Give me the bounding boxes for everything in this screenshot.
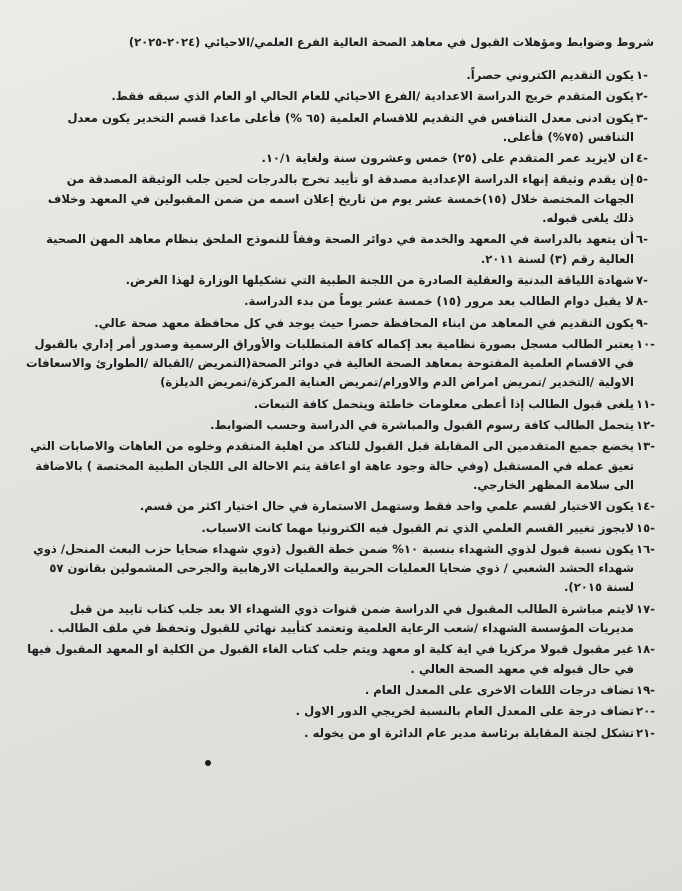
list-item — [22, 230, 660, 269]
item-text: لا يقبل دوام الطالب بعد مرور (١٥) خمسة عشر يوماً من بدء الدراسة. — [244, 294, 634, 309]
item-text: يكون نسبة قبول لذوي الشهداء بنسبة ١٠% ضمن خطة القبول (ذوي شهداء ضحايا حزب البعث المنحل/ ذوي شهداء الحشد الشعبي / ذوي ضحايا العمليات الحربية والعمليات الارهابية والجرحى المشمولين بقانون ٥٧ لسنة ٢٠١٥). — [33, 541, 634, 595]
list-item — [22, 395, 660, 414]
item-text: ان لايزيد عمر المتقدم على (٢٥) خمس وعشرون سنة ولغاية ١٠/١. — [261, 151, 634, 166]
list-item — [22, 335, 660, 393]
item-number: ١٧- — [636, 601, 655, 616]
list-item — [22, 600, 660, 639]
item-number: ٨- — [636, 294, 648, 309]
item-number: ١٠- — [636, 336, 655, 351]
item-text: تضاف درجات اللغات الاخرى على المعدل العام . — [364, 682, 634, 697]
item-text: تضاف درجة على المعدل العام بالنسبة لخريجي الدور الاول . — [295, 704, 634, 719]
item-text: غير مقبول قبولا مركزيا في اية كلية او معهد ويتم جلب كتاب الغاء القبول من الكلية او المعهد المقبول فيها في حال قبوله في معهد الصحة العالي . — [27, 642, 634, 676]
list-item — [22, 497, 660, 516]
list-item — [22, 271, 660, 290]
list-item — [22, 519, 660, 538]
list-item — [22, 540, 660, 598]
item-text: شهادة اللياقة البدنية والعقلية الصادرة من اللجنة الطبية التي تشكيلها الوزارة لهذا الغرض. — [125, 272, 634, 287]
item-number: ١١- — [636, 396, 655, 411]
list-item — [22, 416, 660, 435]
item-text: يكون الاختيار لقسم علمي واحد فقط وستهمل الاستمارة في حال اختيار اكثر من قسم. — [139, 499, 634, 514]
item-number: ١٩- — [636, 682, 655, 697]
item-text: يكون المتقدم خريج الدراسة الاعدادية /الفرع الاحيائي للعام الحالي او العام الذي سبقه فقط. — [111, 89, 634, 104]
item-text: يكون ادنى معدل التنافس في التقديم للاقسام العلمية (٦٥ %) فأعلى ماعدا قسم التخدير يكون معدل التنافس (٧٥%) فأعلى. — [67, 110, 634, 144]
item-text: يلغى قبول الطالب إذا أعطى معلومات خاطئة ويتحمل كافة التبعات. — [253, 396, 634, 411]
item-number: ٢- — [636, 89, 648, 104]
item-text: أن يتعهد بالدراسة في المعهد والخدمة في دوائر الصحة وفقاً للنموذج الملحق بنظام معاهد المهن الصحية العالية رقم (٣) لسنة ٢٠١١. — [46, 232, 634, 266]
ink-dot — [205, 760, 211, 766]
item-number: ٢٠- — [636, 704, 655, 719]
list-item — [22, 702, 660, 721]
item-text: يخضع جميع المتقدمين الى المقابلة قبل القبول للتاكد من اهلية المتقدم وخلوه من العاهات والاصابات التي تعيق عمله في المستقبل (وفي حالة وجود عاهة او اعاقة يتم الاحالة الى اللجان الطبية المختصة ) بالاضافة الى سلامة المظهر الخارجي. — [30, 439, 634, 492]
list-item — [22, 66, 660, 85]
item-number: ٢١- — [636, 725, 655, 740]
item-number: ١٨- — [636, 642, 655, 657]
item-number: ٩- — [636, 315, 648, 330]
item-number: ١٤- — [636, 499, 655, 514]
item-number: ٣- — [636, 110, 648, 125]
item-number: ١٦- — [636, 541, 655, 556]
item-number: ١٢- — [636, 418, 655, 433]
list-item — [22, 87, 660, 106]
item-text: تشكل لجنة المقابلة برئاسة مدير عام الدائرة او من يخوله . — [304, 725, 634, 740]
item-number: ٤- — [636, 151, 648, 166]
document-title: شروط وضوابط ومؤهلات القبول في معاهد الصحة العالية الفرع العلمي/الاحيائي (٢٠٢٤-٢٠٢٥) — [128, 35, 654, 49]
list-item — [22, 149, 660, 168]
list-item — [22, 724, 660, 743]
list-item — [22, 437, 660, 495]
list-item — [22, 681, 660, 700]
list-item — [22, 314, 660, 333]
document-body — [22, 34, 660, 745]
list-item — [22, 109, 660, 148]
item-number: ٧- — [636, 272, 648, 287]
item-number: ١- — [636, 68, 648, 82]
item-number: ٥- — [636, 172, 648, 187]
list-item — [22, 640, 660, 679]
item-number: ١٥- — [636, 520, 655, 535]
list-item — [22, 170, 660, 228]
item-number: ١٣- — [636, 439, 655, 454]
item-text: يكون التقديم الكتروني حصراً. — [466, 68, 634, 82]
item-text: يعتبر الطالب مسجل بصورة نظامية بعد إكماله كافة المتطلبات والأوراق الرسمية وصدور أمر إداري بالقبول في الاقسام العلمية المفتوحة بمعاهد الصحة العالية في دوائر الصحة(التمريض /القبالة /الطوارئ والاسعافات الاولية /التخدير /تمريض امراض الدم والاورام/تمريض العناية المركزة/تمريض الديلزة) — [26, 336, 634, 390]
item-text: لايجوز تغيير القسم العلمي الذي تم القبول فيه الكترونيا مهما كانت الاسباب. — [201, 520, 634, 535]
item-text: لايتم مباشرة الطالب المقبول في الدراسة ضمن قنوات ذوي الشهداء الا بعد جلب كتاب تاييد من قبل مديريات المؤسسة الشهداء /شعب الرعاية العلمية وتعتمد كتأييد نهائي للقبول وتحفظ في ملف الطالب . — [49, 601, 634, 636]
list-item — [22, 292, 660, 311]
item-text: يتحمل الطالب كافة رسوم القبول والمباشرة في الدراسة وحسب الضوابط. — [210, 418, 634, 433]
item-text: إن يقدم وثيقة إنهاء الدراسة الإعدادية مصدقة او تأييد تخرج بالدرجات لحين جلب الوثيقة المصدقة من الجهات المختصة خلال (١٥)خمسة عشر يوم من تاريخ إعلان اسمه من ضمن المقبولين في المعهد وخلاف ذلك يلغى قبوله. — [47, 172, 634, 226]
item-number: ٦- — [636, 232, 648, 247]
item-text: يكون التقديم في المعاهد من ابناء المحافظة حصرا حيث يوجد في كل محافظة معهد صحة عالي. — [94, 315, 634, 330]
